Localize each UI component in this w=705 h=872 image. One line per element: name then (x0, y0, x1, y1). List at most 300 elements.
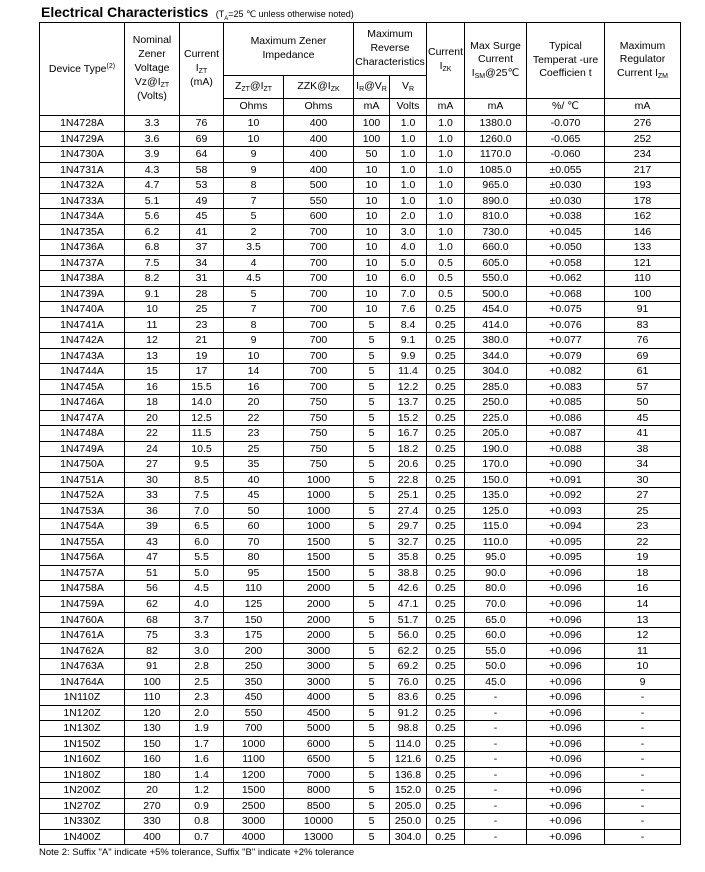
table-cell: 1N4736A (40, 240, 125, 256)
table-cell: - (465, 798, 527, 814)
table-cell: 16 (125, 379, 180, 395)
table-cell: 1N200Z (40, 783, 125, 799)
table-cell: 80 (224, 550, 284, 566)
table-cell: 550 (224, 705, 284, 721)
table-cell: 1.0 (390, 178, 427, 194)
table-cell: 6.5 (180, 519, 224, 535)
table-cell: 60.0 (465, 628, 527, 644)
table-cell: 14.0 (180, 395, 224, 411)
table-cell: 4.0 (180, 596, 224, 612)
table-row (40, 193, 681, 209)
table-cell: +0.092 (527, 488, 605, 504)
table-cell: 10.5 (180, 441, 224, 457)
table-cell: 700 (284, 348, 354, 364)
table-cell: 1N270Z (40, 798, 125, 814)
table-cell: 20 (125, 410, 180, 426)
header-nominal-zener-voltage: Nominal Zener Voltage $Vz@I_{ZT}$ (Volts) (125, 23, 180, 116)
table-cell: - (605, 721, 681, 737)
table-cell: 10 (354, 209, 390, 225)
table-cell: 1N110Z (40, 690, 125, 706)
table-cell: 350 (224, 674, 284, 690)
table-cell: 150 (224, 612, 284, 628)
table-cell: 162 (605, 209, 681, 225)
table-cell: 22 (125, 426, 180, 442)
table-cell: 9 (224, 147, 284, 163)
table-row (40, 131, 681, 147)
table-cell: +0.094 (527, 519, 605, 535)
table-row (40, 534, 681, 550)
table-cell: 13 (125, 348, 180, 364)
table-cell: +0.045 (527, 224, 605, 240)
table-cell: +0.095 (527, 550, 605, 566)
table-cell: 0.25 (427, 596, 465, 612)
table-row (40, 488, 681, 504)
table-cell: - (605, 736, 681, 752)
table-cell: 750 (284, 410, 354, 426)
table-cell: 30 (125, 472, 180, 488)
table-cell: 69 (180, 131, 224, 147)
table-cell: 0.25 (427, 628, 465, 644)
table-cell: 68 (125, 612, 180, 628)
table-cell: +0.079 (527, 348, 605, 364)
table-cell: 0.25 (427, 798, 465, 814)
header-current-izt: Current $I_{ZT}$ (mA) (180, 23, 224, 116)
table-cell: 0.25 (427, 426, 465, 442)
table-cell: 2000 (284, 581, 354, 597)
table-cell: 95 (224, 565, 284, 581)
table-cell: 1.0 (390, 116, 427, 132)
table-cell: 70 (224, 534, 284, 550)
table-cell: 3000 (284, 674, 354, 690)
table-cell: 4.5 (180, 581, 224, 597)
table-cell: 83.6 (390, 690, 427, 706)
table-cell: 37 (180, 240, 224, 256)
table-cell: 20 (125, 783, 180, 799)
table-cell: 9 (224, 162, 284, 178)
table-cell: 10 (354, 240, 390, 256)
electrical-characteristics-table (39, 22, 681, 845)
table-cell: 1N4731A (40, 162, 125, 178)
table-row (40, 224, 681, 240)
table-cell: 5 (354, 705, 390, 721)
table-cell: 13 (605, 612, 681, 628)
table-cell: 57 (605, 379, 681, 395)
table-cell: 700 (284, 255, 354, 271)
table-cell: 10000 (284, 814, 354, 830)
table-cell: - (465, 721, 527, 737)
table-row (40, 565, 681, 581)
table-cell: 1380.0 (465, 116, 527, 132)
table-cell: - (465, 829, 527, 845)
table-row (40, 379, 681, 395)
table-cell: ±0.030 (527, 193, 605, 209)
table-cell: 1N4742A (40, 333, 125, 349)
table-cell: 1.0 (427, 193, 465, 209)
table-cell: - (465, 752, 527, 768)
table-row (40, 441, 681, 457)
table-cell: 3.5 (224, 240, 284, 256)
table-cell: 125.0 (465, 503, 527, 519)
table-row (40, 829, 681, 845)
table-cell: - (465, 767, 527, 783)
table-cell: -0.065 (527, 131, 605, 147)
table-cell: 98.8 (390, 721, 427, 737)
table-cell: 0.25 (427, 410, 465, 426)
table-cell: +0.096 (527, 783, 605, 799)
table-cell: 64 (180, 147, 224, 163)
table-cell: 5 (354, 457, 390, 473)
table-cell: 0.25 (427, 441, 465, 457)
table-row (40, 550, 681, 566)
table-row (40, 752, 681, 768)
table-cell: 500.0 (465, 286, 527, 302)
table-cell: 15.5 (180, 379, 224, 395)
table-cell: 50 (605, 395, 681, 411)
table-cell: 0.25 (427, 364, 465, 380)
table-cell: 1N4748A (40, 426, 125, 442)
table-cell: 0.25 (427, 829, 465, 845)
table-cell: -0.070 (527, 116, 605, 132)
table-cell: 7.0 (390, 286, 427, 302)
table-cell: 2 (224, 224, 284, 240)
table-cell: 0.5 (427, 255, 465, 271)
table-cell: +0.096 (527, 581, 605, 597)
table-cell: 49 (180, 193, 224, 209)
table-cell: 660.0 (465, 240, 527, 256)
table-cell: 450 (224, 690, 284, 706)
table-cell: - (605, 783, 681, 799)
table-cell: 125 (224, 596, 284, 612)
table-cell: 5 (354, 472, 390, 488)
table-cell: +0.090 (527, 457, 605, 473)
table-cell: 5.1 (125, 193, 180, 209)
table-cell: +0.075 (527, 302, 605, 318)
table-cell: 4.5 (224, 271, 284, 287)
table-cell: 3000 (224, 814, 284, 830)
table-cell: 1500 (284, 565, 354, 581)
table-cell: 0.25 (427, 814, 465, 830)
table-cell: 31 (180, 271, 224, 287)
table-row (40, 317, 681, 333)
table-cell: 1N4752A (40, 488, 125, 504)
table-cell: 965.0 (465, 178, 527, 194)
table-cell: 0.25 (427, 503, 465, 519)
table-cell: +0.086 (527, 410, 605, 426)
table-row (40, 783, 681, 799)
table-cell: +0.095 (527, 534, 605, 550)
unit-ma-surge: mA (465, 99, 527, 116)
table-cell: 69.2 (390, 659, 427, 675)
table-row (40, 628, 681, 644)
table-cell: +0.096 (527, 705, 605, 721)
table-cell: 40 (224, 472, 284, 488)
table-cell: 25 (605, 503, 681, 519)
table-cell: 13.7 (390, 395, 427, 411)
table-cell: 1N120Z (40, 705, 125, 721)
table-cell: 2.8 (180, 659, 224, 675)
table-cell: 65.0 (465, 612, 527, 628)
table-row (40, 116, 681, 132)
table-cell: +0.091 (527, 472, 605, 488)
table-cell: 7.6 (390, 302, 427, 318)
table-cell: 5 (224, 286, 284, 302)
table-cell: 5.6 (125, 209, 180, 225)
table-cell: 700 (284, 302, 354, 318)
table-cell: 400 (284, 131, 354, 147)
footnote: Note 2: Suffix "A" indicate +5% tolerance, Suffix "B" indicate +2% tolerance (39, 847, 355, 858)
table-cell: 10 (354, 302, 390, 318)
table-cell: 1N4745A (40, 379, 125, 395)
table-cell: 32.7 (390, 534, 427, 550)
table-row (40, 255, 681, 271)
table-cell: 16 (224, 379, 284, 395)
table-cell: 110 (125, 690, 180, 706)
table-cell: 1N4763A (40, 659, 125, 675)
unit-ohms-zzk: Ohms (284, 99, 354, 116)
table-row (40, 286, 681, 302)
table-cell: 3000 (284, 659, 354, 675)
table-cell: 700 (284, 286, 354, 302)
table-row (40, 674, 681, 690)
table-cell: 1N4746A (40, 395, 125, 411)
table-cell: +0.096 (527, 767, 605, 783)
table-cell: 100 (354, 116, 390, 132)
table-cell: 5000 (284, 721, 354, 737)
table-cell: 5 (354, 628, 390, 644)
table-cell: 1.0 (390, 147, 427, 163)
table-cell: 1N4753A (40, 503, 125, 519)
table-cell: 8500 (284, 798, 354, 814)
table-cell: 1N180Z (40, 767, 125, 783)
table-cell: 1.0 (390, 193, 427, 209)
table-cell: 1260.0 (465, 131, 527, 147)
table-cell: 91 (605, 302, 681, 318)
header-ir: $I_R@V_R$ (354, 76, 390, 99)
table-cell: 5 (354, 317, 390, 333)
table-cell: 9.1 (390, 333, 427, 349)
table-cell: 45 (605, 410, 681, 426)
table-cell: 23 (605, 519, 681, 535)
table-cell: 11 (605, 643, 681, 659)
table-cell: 35.8 (390, 550, 427, 566)
table-row (40, 519, 681, 535)
table-cell: 33 (125, 488, 180, 504)
table-cell: 7 (224, 193, 284, 209)
table-cell: 1N4730A (40, 147, 125, 163)
table-cell: 9.9 (390, 348, 427, 364)
table-cell: 110 (605, 271, 681, 287)
table-cell: 1N4744A (40, 364, 125, 380)
table-cell: 20.6 (390, 457, 427, 473)
table-cell: 0.7 (180, 829, 224, 845)
header-device-type: Device Type$^{(2)}$ (40, 23, 125, 116)
table-cell: 114.0 (390, 736, 427, 752)
table-cell: 0.25 (427, 550, 465, 566)
table-cell: 10 (354, 255, 390, 271)
table-cell: 16.7 (390, 426, 427, 442)
table-cell: 730.0 (465, 224, 527, 240)
table-cell: 180 (125, 767, 180, 783)
table-cell: - (605, 798, 681, 814)
table-cell: 1.7 (180, 736, 224, 752)
table-row (40, 333, 681, 349)
table-cell: 6.0 (180, 534, 224, 550)
table-cell: 2000 (284, 628, 354, 644)
table-cell: 1N4740A (40, 302, 125, 318)
table-cell: 1.4 (180, 767, 224, 783)
table-cell: 1N4757A (40, 565, 125, 581)
table-row (40, 271, 681, 287)
section-title (41, 4, 354, 24)
table-cell: 56.0 (390, 628, 427, 644)
table-cell: 5.0 (390, 255, 427, 271)
table-cell: 41 (605, 426, 681, 442)
table-cell: 11 (125, 317, 180, 333)
table-cell: 0.25 (427, 457, 465, 473)
table-cell: 36 (125, 503, 180, 519)
table-cell: 58 (180, 162, 224, 178)
table-cell: 1.0 (427, 147, 465, 163)
table-cell: 91 (125, 659, 180, 675)
table-cell: 1N4764A (40, 674, 125, 690)
table-cell: 9 (224, 333, 284, 349)
table-cell: +0.096 (527, 798, 605, 814)
table-cell: 4 (224, 255, 284, 271)
table-cell: 0.25 (427, 752, 465, 768)
table-row (40, 364, 681, 380)
table-cell: 1085.0 (465, 162, 527, 178)
table-cell: 100 (605, 286, 681, 302)
table-cell: 9.1 (125, 286, 180, 302)
table-cell: 2.3 (180, 690, 224, 706)
table-cell: 1N4751A (40, 472, 125, 488)
table-cell: 115.0 (465, 519, 527, 535)
table-cell: 7.5 (180, 488, 224, 504)
table-cell: 170.0 (465, 457, 527, 473)
table-row (40, 503, 681, 519)
table-cell: 12.2 (390, 379, 427, 395)
table-cell: 50.0 (465, 659, 527, 675)
table-cell: -0.060 (527, 147, 605, 163)
table-cell: 14 (224, 364, 284, 380)
table-cell: 5 (354, 488, 390, 504)
table-cell: 70.0 (465, 596, 527, 612)
table-cell: 5 (354, 364, 390, 380)
table-cell: 550.0 (465, 271, 527, 287)
table-cell: +0.068 (527, 286, 605, 302)
table-row (40, 162, 681, 178)
table-cell: 38 (605, 441, 681, 457)
table-cell: 205.0 (465, 426, 527, 442)
table-cell: 2000 (284, 612, 354, 628)
table-cell: 1000 (284, 503, 354, 519)
table-cell: 110 (224, 581, 284, 597)
table-row (40, 472, 681, 488)
table-cell: 45 (224, 488, 284, 504)
table-row (40, 457, 681, 473)
table-cell: 51.7 (390, 612, 427, 628)
table-cell: 5 (354, 767, 390, 783)
table-row (40, 798, 681, 814)
table-cell: 190.0 (465, 441, 527, 457)
table-cell: +0.096 (527, 596, 605, 612)
table-cell: 152.0 (390, 783, 427, 799)
table-cell: 2.0 (390, 209, 427, 225)
table-cell: 80.0 (465, 581, 527, 597)
table-cell: 0.25 (427, 659, 465, 675)
table-cell: 5 (354, 534, 390, 550)
table-cell: 121 (605, 255, 681, 271)
table-cell: 146 (605, 224, 681, 240)
table-cell: 1N4739A (40, 286, 125, 302)
table-cell: 0.25 (427, 472, 465, 488)
table-cell: 100 (125, 674, 180, 690)
table-cell: 500 (284, 178, 354, 194)
table-cell: 0.25 (427, 705, 465, 721)
table-cell: 0.25 (427, 395, 465, 411)
table-cell: 150 (125, 736, 180, 752)
table-cell: 5 (354, 379, 390, 395)
table-cell: 10 (354, 271, 390, 287)
table-cell: 18 (605, 565, 681, 581)
table-row (40, 147, 681, 163)
table-cell: 35 (224, 457, 284, 473)
table-cell: 5 (354, 333, 390, 349)
table-row (40, 426, 681, 442)
table-cell: 380.0 (465, 333, 527, 349)
header-max-reverse: Maximum Reverse Characteristics (354, 23, 427, 76)
table-cell: 5.0 (180, 565, 224, 581)
table-cell: 6.0 (390, 271, 427, 287)
table-cell: 1.0 (427, 240, 465, 256)
table-cell: 130 (125, 721, 180, 737)
table-cell: 4.7 (125, 178, 180, 194)
table-cell: 1N4761A (40, 628, 125, 644)
table-cell: 6000 (284, 736, 354, 752)
table-cell: 10 (354, 162, 390, 178)
table-cell: 0.25 (427, 317, 465, 333)
table-cell: 1N4758A (40, 581, 125, 597)
table-cell: 10 (224, 131, 284, 147)
table-cell: 160 (125, 752, 180, 768)
table-cell: 5 (354, 721, 390, 737)
table-cell: +0.085 (527, 395, 605, 411)
table-cell: 1N150Z (40, 736, 125, 752)
table-cell: 7.0 (180, 503, 224, 519)
table-cell: 414.0 (465, 317, 527, 333)
table-cell: 5 (354, 690, 390, 706)
table-cell: 178 (605, 193, 681, 209)
table-cell: 1170.0 (465, 147, 527, 163)
title-text: Electrical Characteristics (41, 4, 209, 20)
table-cell: 25.1 (390, 488, 427, 504)
table-cell: 62.2 (390, 643, 427, 659)
table-cell: 1500 (284, 534, 354, 550)
table-row (40, 209, 681, 225)
table-cell: +0.096 (527, 643, 605, 659)
table-cell: 10 (125, 302, 180, 318)
table-cell: 550 (284, 193, 354, 209)
table-cell: 250.0 (390, 814, 427, 830)
table-cell: 18.2 (390, 441, 427, 457)
table-cell: 1N4734A (40, 209, 125, 225)
table-cell: 15 (125, 364, 180, 380)
table-cell: 3.3 (180, 628, 224, 644)
table-cell: 750 (284, 457, 354, 473)
table-cell: 27.4 (390, 503, 427, 519)
table-cell: 0.25 (427, 736, 465, 752)
table-cell: 76 (180, 116, 224, 132)
